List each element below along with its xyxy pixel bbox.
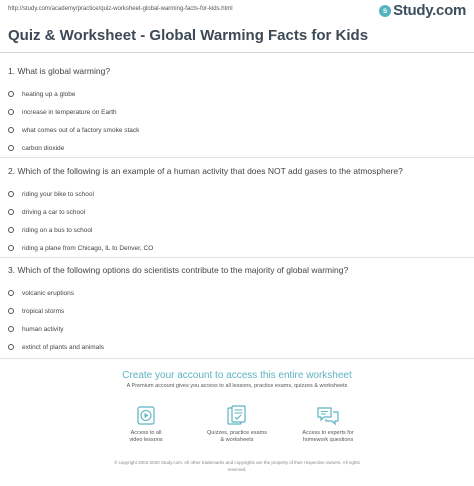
- answer-option[interactable]: [8, 338, 468, 356]
- answer-option[interactable]: [8, 203, 468, 221]
- page-title: Quiz & Worksheet - Global Warming Facts for Kids: [8, 27, 369, 44]
- feature-label-line: homework questions: [302, 437, 354, 444]
- radio-button[interactable]: [8, 308, 14, 314]
- logo-text: Study.com: [393, 2, 466, 19]
- question-divider: [0, 257, 474, 258]
- create-account-section: [0, 370, 474, 389]
- radio-button[interactable]: [8, 127, 14, 133]
- radio-button[interactable]: [8, 245, 14, 251]
- radio-button[interactable]: [8, 344, 14, 350]
- question-divider: [0, 358, 474, 359]
- answer-option[interactable]: [8, 139, 468, 157]
- answer-text: volcanic eruptions: [22, 289, 75, 297]
- question-text: 3. Which of the following options do scientists contribute to the majority of global warming?: [8, 265, 349, 275]
- feature-label-line: Access to all: [130, 430, 162, 436]
- copyright-text: reserved.: [227, 466, 247, 472]
- page-url[interactable]: http://study.com/academy/practice/quiz-worksheet-global-warming-facts-for-kids.html: [8, 6, 233, 12]
- answer-text: increase in temperature on Earth: [22, 108, 117, 116]
- logo-mark-icon: s: [379, 5, 391, 17]
- answer-text: heating up a globe: [22, 90, 76, 98]
- question-text: 1. What is global warming?: [8, 66, 111, 76]
- answer-text: tropical storms: [22, 307, 65, 315]
- premium-description: A Premium account gives you access to all lessons, practice exams, quizzes & worksheets: [126, 383, 348, 389]
- answer-text: extinct of plants and animals: [22, 343, 105, 351]
- create-account-link[interactable]: Create your account to access this entire worksheet: [122, 370, 352, 381]
- radio-button[interactable]: [8, 191, 14, 197]
- radio-button[interactable]: [8, 326, 14, 332]
- answer-option[interactable]: [8, 239, 468, 257]
- radio-button[interactable]: [8, 91, 14, 97]
- feature-label: [283, 430, 373, 445]
- expert-chat-icon: [316, 405, 340, 427]
- answer-text: driving a car to school: [22, 208, 86, 216]
- study-logo[interactable]: [379, 2, 466, 19]
- answer-text: riding on a bus to school: [22, 226, 93, 234]
- answer-text: riding your bike to school: [22, 190, 94, 198]
- answer-option[interactable]: [8, 121, 468, 139]
- answer-text: human activity: [22, 325, 64, 333]
- copyright-text: © copyright 2003-2020 Study.com. All other trademarks and copyrights are the property of their respective owners. All rights: [114, 460, 360, 465]
- answer-text: carbon dioxide: [22, 144, 65, 152]
- feature-label-line: Quizzes, practice exams: [207, 430, 267, 436]
- radio-button[interactable]: [8, 290, 14, 296]
- question-1: [8, 66, 468, 157]
- radio-button[interactable]: [8, 209, 14, 215]
- feature-video-lessons: [101, 405, 191, 445]
- answer-option[interactable]: [8, 302, 468, 320]
- radio-button[interactable]: [8, 145, 14, 151]
- answer-option[interactable]: [8, 85, 468, 103]
- feature-label: [192, 430, 282, 445]
- feature-quizzes: [192, 405, 282, 445]
- feature-label: [101, 430, 191, 445]
- title-divider: [0, 52, 474, 53]
- feature-label-line: & worksheets: [220, 437, 254, 444]
- top-bar: [0, 0, 474, 22]
- question-3: [8, 265, 468, 356]
- copyright-footer: [0, 460, 474, 474]
- feature-label-line: Access to experts for: [302, 430, 354, 436]
- feature-experts: [283, 405, 373, 445]
- answer-text: riding a plane from Chicago, IL to Denver, CO: [22, 244, 154, 252]
- answer-option[interactable]: [8, 320, 468, 338]
- quiz-icon: [225, 405, 249, 427]
- answer-option[interactable]: [8, 185, 468, 203]
- video-lesson-icon: [134, 405, 158, 427]
- answer-option[interactable]: [8, 103, 468, 121]
- question-divider: [0, 157, 474, 158]
- answer-text: what comes out of a factory smoke stack: [22, 126, 140, 134]
- question-text: 2. Which of the following is an example of a human activity that does NOT add gases to the atmosphere?: [8, 166, 403, 176]
- question-2: [8, 166, 468, 257]
- answer-option[interactable]: [8, 284, 468, 302]
- radio-button[interactable]: [8, 227, 14, 233]
- answer-option[interactable]: [8, 221, 468, 239]
- radio-button[interactable]: [8, 109, 14, 115]
- feature-label-line: video lessons: [129, 437, 163, 444]
